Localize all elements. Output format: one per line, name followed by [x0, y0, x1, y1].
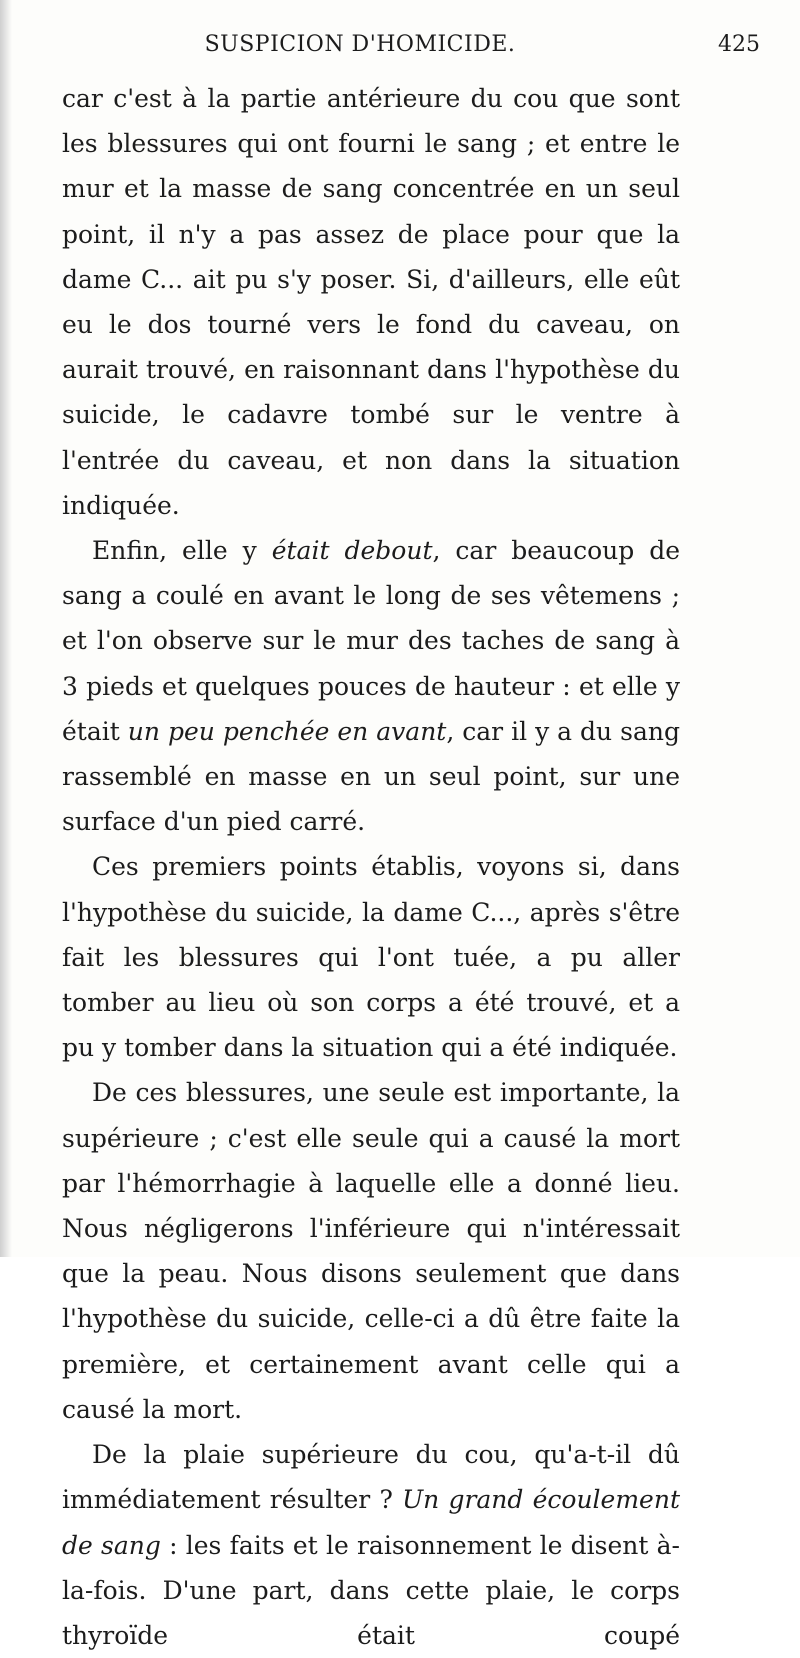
text-segment: Ces premiers points établis, voyons si, dans l'hypothèse du suicide, la dame C..., après s'être fait les blessures qui l'ont tuée, a pu aller tomber au lieu où son corps a été trouvé, et a pu y tomber dans la situation qui a été indiquée. [62, 852, 680, 1063]
paragraph [62, 528, 680, 844]
page-spine-shadow [0, 0, 12, 1257]
paragraph [62, 844, 680, 1070]
paragraph [62, 1070, 680, 1432]
text-segment: De ces blessures, une seule est importante, la supérieure ; c'est elle seule qui a causé la mort par l'hémorrhagie à laquelle elle a donné lieu. Nous négligerons l'inférieure qui n'intéressait que la peau. Nous disons seulement que dans l'hypothèse du suicide, celle-ci a dû être faite la première, et certainement avant celle qui a causé la mort. [62, 1078, 680, 1424]
text-segment: , car beaucoup de sang a coulé en avant le long de ses vêtemens ; et l'on observe sur le mur des taches de sang à 3 pieds et quelques pouces de hauteur : et elle y était [62, 536, 680, 746]
emphasized-text: Un grand écoulement de sang [62, 1485, 680, 1560]
page-header [60, 32, 760, 72]
text-segment: car c'est à la partie antérieure du cou que sont les blessures qui ont fourni le sang ; et entre le mur et la masse de sang concentrée en un seul point, il n'y a pas assez de place pour que la dame C... ait pu s'y poser. Si, d'ailleurs, elle eût eu le dos tourné vers le fond du caveau, on aurait trouvé, en raisonnant dans l'hypothèse du suicide, le cadavre tombé sur le ventre à l'entrée du caveau, et non dans la situation indiquée. [62, 84, 680, 520]
emphasized-text: un peu penchée en avant [127, 716, 447, 746]
paragraph [62, 1432, 680, 1658]
body-text [62, 76, 680, 1658]
page-number: 425 [718, 32, 760, 57]
paragraph [62, 76, 680, 528]
text-segment: Enfin, elle y [92, 536, 272, 566]
text-segment: : les faits et le raisonnement le disent à-la-fois. D'une part, dans cette plaie, le corps thyroïde était coupé [62, 1530, 680, 1650]
emphasized-text: était debout [271, 536, 433, 566]
running-title: SUSPICION D'HOMICIDE. [204, 32, 516, 57]
text-segment: De la plaie supérieure du cou, qu'a-t-il dû immédiatement résulter ? [62, 1440, 680, 1515]
text-segment: , car il y a du sang rassemblé en masse en un seul point, sur une surface d'un pied carré. [62, 716, 680, 837]
